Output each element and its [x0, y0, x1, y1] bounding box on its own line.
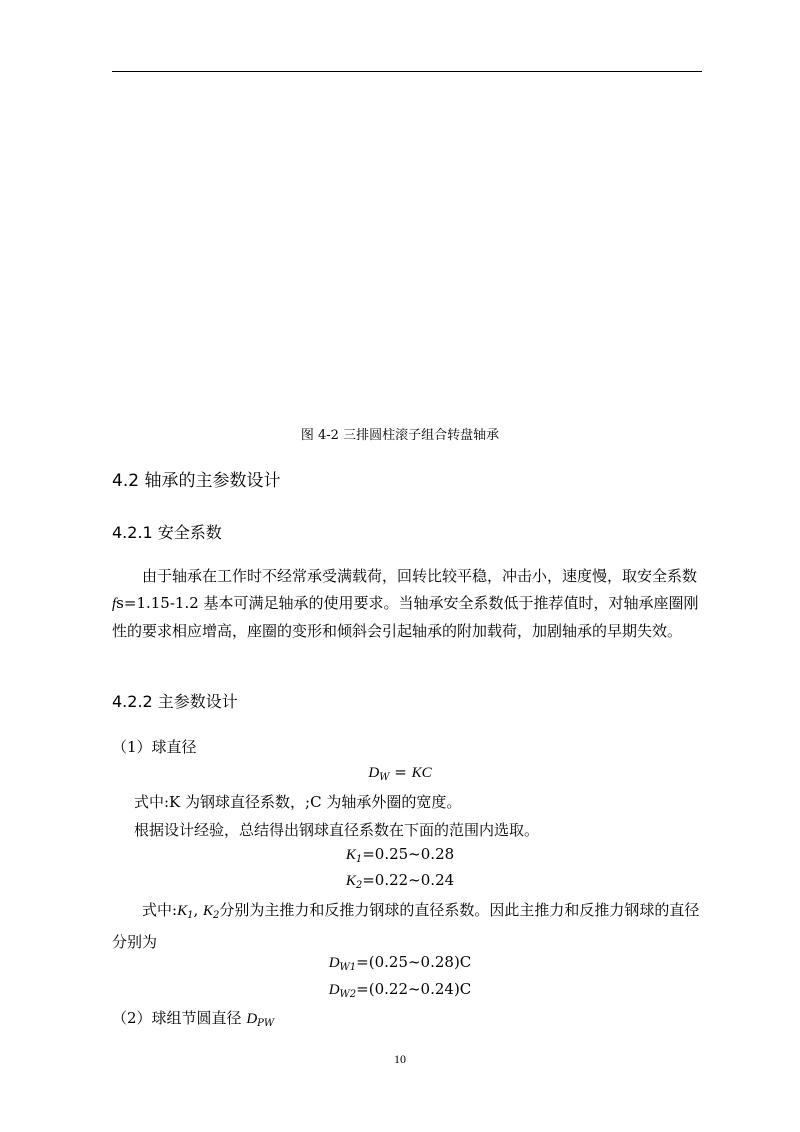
formula-k2: $K_2=0.22\sim 0.24$: [345, 871, 455, 891]
para1-text-pre: 由于轴承在工作时不经常承受满载荷，回转比较平稳，冲击小，速度慢，取安全系数: [142, 567, 698, 585]
section-heading: 4.2 轴承的主参数设计: [112, 471, 281, 491]
header-rule: [112, 71, 702, 72]
formula-k1: $K_1=0.25\sim 0.28$: [345, 845, 455, 865]
where-k1-k2-paragraph: 式中$:K_1$, $K_2$分别为主推力和反推力钢球的直径系数。因此主推力和反推力钢球的直径分别为: [112, 901, 700, 951]
where-k-c: 式中:K 为钢球直径系数，;C 为轴承外圈的宽度。: [134, 793, 462, 811]
safety-factor-paragraph: [112, 563, 702, 645]
page-number: 10: [394, 1052, 406, 1066]
item2-title: （2）球组节圆直径 $D_{PW}$: [112, 1009, 275, 1029]
formula-dw: $D_W$ = KC: [368, 763, 432, 783]
subsection-heading-safety-factor: 4.2.1 安全系数: [112, 523, 222, 542]
item1-title: （1）球直径: [112, 738, 197, 756]
formula-dw1: $D_{W1}=(0.25\sim 0.28)C$: [328, 953, 472, 973]
formula-dw2: $D_{W2}=(0.22\sim 0.24)C$: [328, 980, 472, 1000]
figure-caption: 图 4-2 三排圆柱滚子组合转盘轴承: [300, 428, 500, 443]
subsection-heading-main-params: 4.2.2 主参数设计: [112, 692, 238, 711]
para1-text-post: s=1.15-1.2 基本可满足轴承的使用要求。当轴承安全系数低于推荐值时，对轴承座圈刚性的要求相应增高，座圈的变形和倾斜会引起轴承的附加载荷，加剧轴承的早期失效。: [112, 594, 699, 640]
experience-text: 根据设计经验，总结得出钢球直径系数在下面的范围内选取。: [134, 821, 540, 839]
fs-symbol: f: [112, 596, 117, 612]
